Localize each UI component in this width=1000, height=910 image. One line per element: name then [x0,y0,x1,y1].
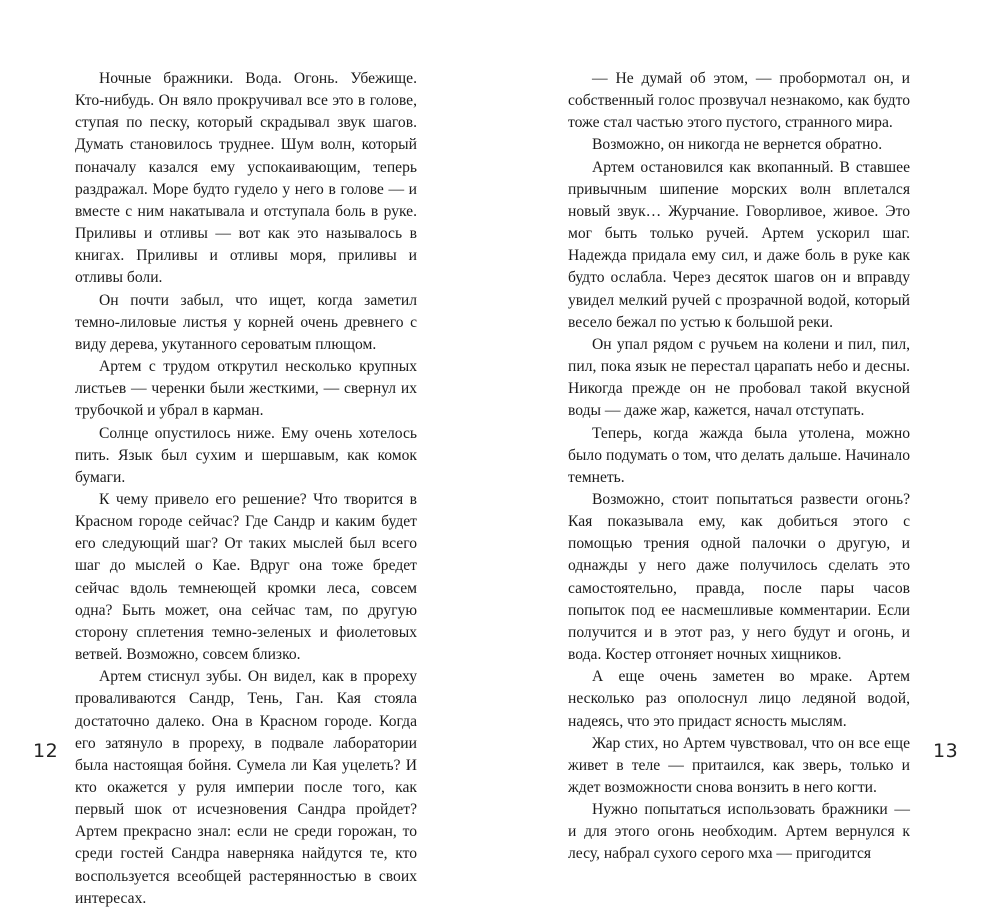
paragraph: Он упал рядом с ручьем на колени и пил, пил, пил, пока язык не перестал царапать небо и десны. Никогда прежде он не пробовал такой вкусной воды — даже жар, кажется, начал отступать. [568,335,910,420]
right-page [568,68,910,866]
paragraph: Артем остановился как вкопанный. В ставшее привычным шипение морских волн вплетался новый звук… Журчание. Говорливое, живое. Это мог быть только ручей. Артем ускорил шаг. Надежда придала ему сил, и даже боль в руке как будто ослабла. Через десяток шагов он и вправду увидел мелкий ручей с прозрачной водой, который весело бежал по устью к большой реки. [568,158,910,331]
left-page [75,68,417,910]
paragraph: Солнце опустилось ниже. Ему очень хотелось пить. Язык был сухим и шершавым, как комок бумаги. [75,424,417,486]
paragraph: Ночные бражники. Вода. Огонь. Убежище. Кто-нибудь. Он вяло прокручивал все это в голове, ступая по песку, который скрадывал звук шагов. Думать становилось труднее. Шум волн, который поначалу казался ему успокаивающим, теперь раздражал. Море будто гудело у него в голове — и вместе с ним накатывала и отступала боль в руке. Приливы и отливы — вот как это называлось в книгах. Приливы и отливы моря, приливы и отливы боли. [75,70,417,287]
paragraph: К чему привело его решение? Что творится в Красном городе сейчас? Где Сандр и каким будет его следующий шаг? От таких мыслей был всего шаг до мыслей о Кае. Вдруг она тоже бредет сейчас вдоль темнеющей кромки леса, совсем одна? Быть может, она сейчас там, по другую сторону сплетения темно-зеленых и фиолетовых ветвей. Возможно, совсем близко. [75,490,417,664]
paragraph: Возможно, стоит попытаться развести огонь? Кая показывала ему, как добиться этого с помощью трения одной палочки о другую, и однажды у него даже получилось сделать это самостоятельно, правда, после пары часов попыток под ее насмешливые комментарии. Если получится и в этот раз, у него будут и огонь, и вода. Костер отгоняет ночных хищников. [568,490,910,664]
paragraph: Возможно, он никогда не вернется обратно. [592,136,883,154]
paragraph: Теперь, когда жажда была утолена, можно было подумать о том, что делать дальше. Начинало темнеть. [568,424,910,486]
paragraph: А еще очень заметен во мраке. Артем несколько раз ополоснул лицо ледяной водой, надеясь, что это придаст ясность мыслям. [568,668,910,730]
paragraph: Он почти забыл, что ищет, когда заметил темно-лиловые листья у корней очень древнего с виду дерева, укутанного сероватым плющом. [75,291,417,353]
right-page-text [568,68,910,866]
paragraph: Артем с трудом открутил несколько крупных листьев — черенки были жесткими, — свернул их трубочкой и убрал в карман. [75,358,417,420]
page-number-right: 13 [933,740,959,762]
page-number-left: 12 [33,740,59,762]
paragraph: Артем стиснул зубы. Он видел, как в прореху проваливаются Сандр, Тень, Ган. Кая стояла достаточно далеко. Она в Красном городе. Когда его затянуло в прореху, в подвале лаборатории была настоящая бойня. Сумела ли Кая уцелеть? И кто окажется у руля империи после того, как первый шок от исчезновения Сандра пройдет? Артем прекрасно знал: если не среди горожан, то среди гостей Сандра наверняка найдутся те, кто воспользуется всеобщей растерянностью в своих интересах. [75,668,417,907]
left-page-text [75,68,417,910]
paragraph: — Не думай об этом, — пробормотал он, и собственный голос прозвучал незнакомо, как будто тоже стал частью этого пустого, странного мира. [568,70,910,132]
paragraph: Жар стих, но Артем чувствовал, что он все еще живет в теле — притаился, как зверь, только и ждет возможности снова вонзить в него когти. [568,734,910,796]
paragraph: Нужно попытаться использовать бражники — и для этого огонь необходим. Артем вернулся к лесу, набрал сухого серого мха — пригодится [568,801,910,863]
